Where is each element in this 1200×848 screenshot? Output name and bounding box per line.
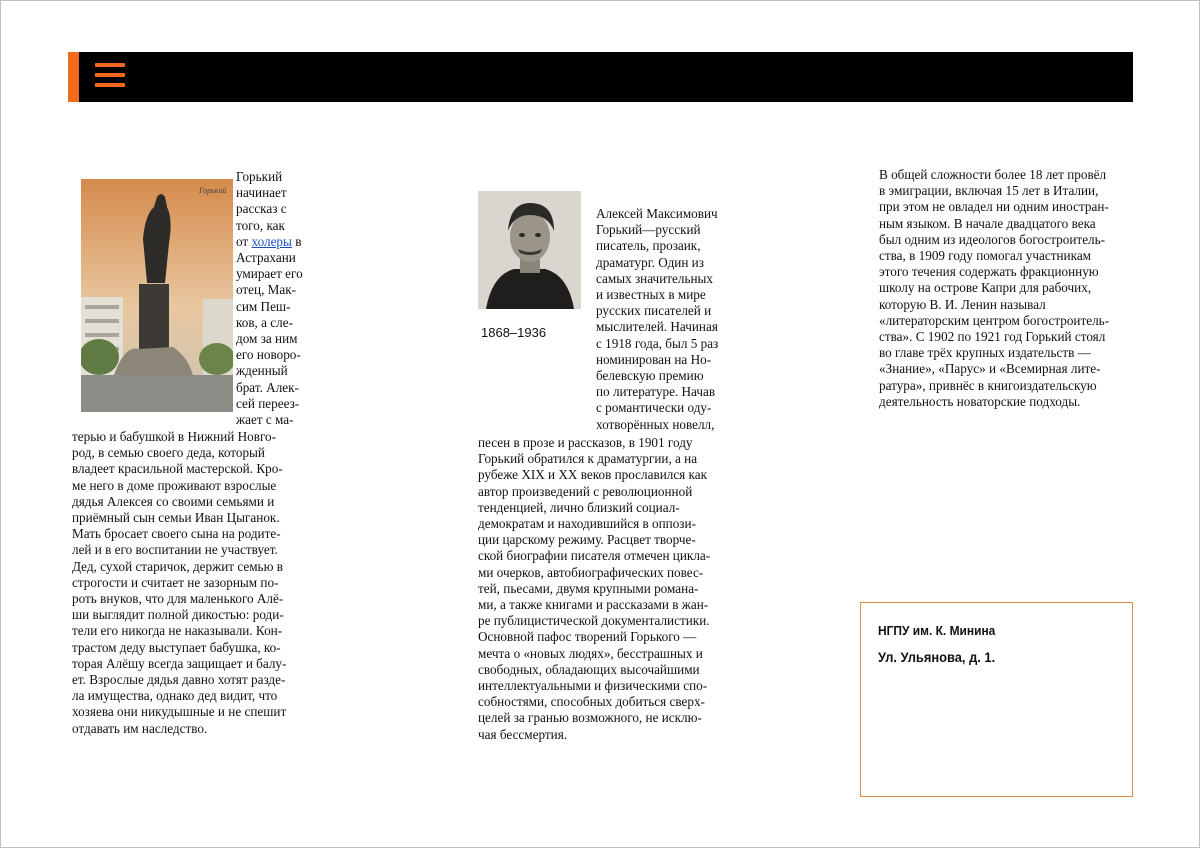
svg-text:Горький: Горький — [199, 186, 227, 195]
link-cholera[interactable]: холеры — [251, 233, 292, 249]
address-box — [860, 602, 1133, 797]
life-years: 1868–1936 — [481, 325, 547, 340]
gorky-portrait-photo — [478, 191, 581, 309]
col3-body-text: В общей сложности более 18 лет провёл в эмиграции, включая 15 лет в Италии, при этом не овладел ни одним иностран- ным языком. В начале двадцатого века был одним из идеологов богостроитель- ства, в 1909 году помогал участникам этого течения содержать фракционную школу на острове Капри для рабочих, которую В. И. Ленин называл «литераторским центром богостроитель- ства». С 1902 по 1921 год Горький стоял во главе трёх крупных издательств — «Знание», «Парус» и «Всемирная лите- ратура», привнёс в книгоиздательскую деятельность новаторские подходы. — [879, 167, 1110, 409]
gorky-monument-photo — [81, 179, 233, 412]
organization-name: НГПУ им. К. Минина — [878, 623, 996, 638]
top-bar — [68, 52, 1133, 102]
col1-side-text: Горький начинает рассказ с того, как от холеры в Астрахани умирает его отец, Мак- сим Пеш- ков, а сле- дом за ним его новоро- жденный брат. Алек- сей переез- жает с ма- — [236, 169, 303, 428]
col1-body-text: терью и бабушкой в Нижний Новго- род, в семью своего деда, который владеет красильной мастерской. Кро- ме него в доме проживают взрослые дядья Алексея со своими семьями и приёмный сын семьи Иван Цыганок. Мать бросает своего сына на родите- лей и в его воспитании не участвует. Дед, сухой старичок, держит семью в строгости и считает не зазорным по- роть внуков, что для маленького Алё- ши выглядит полной дикостью: роди- тели его никогда не наказывали. Кон- трастом деду выступает бабушка, ко- торая Алёшу всегда защищает и балу- ет. Взрослые дядья давно хотят разде- ла имущества, однако дед видит, что хозяева они никудышные и не спешит отдавать им наследство. — [72, 429, 287, 736]
hamburger-menu-icon[interactable] — [95, 63, 125, 89]
organization-address: Ул. Ульянова, д. 1. — [878, 649, 996, 665]
col2-side-text: Алексей Максимович Горький—русский писатель, прозаик, драматург. Один из самых значительных и известных в мире русских писателей и мыслителей. Начиная с 1918 года, был 5 раз номинирован на Но- белевскую премию по литературе. Начав с романтически оду- хотворённых новелл, — [596, 206, 719, 432]
col2-body-text: песен в прозе и рассказов, в 1901 году Горький обратился к драматургии, а на рубеже XIX и XX веков прославился как автор произведений с революционной тенденцией, лично близкий социал- демократам и находившийся в оппози- ции царскому режиму. Расцвет творче- ской биографии писателя отмечен цикла- ми очерков, автобиографических повес- тей, пьесами, двумя крупными романа- ми, а также книгами и рассказами в жан- ре публицистической документалистики. Основной пафос творений Горького — мечта о «новых людях», бесстрашных и свободных, обладающих высочайшими интеллектуальными и физическими спо- собностями, способных добиться сверх- целей за гранью возможного, не исклю- чая бессмертия. — [478, 435, 711, 742]
top-bar-accent — [68, 52, 79, 102]
